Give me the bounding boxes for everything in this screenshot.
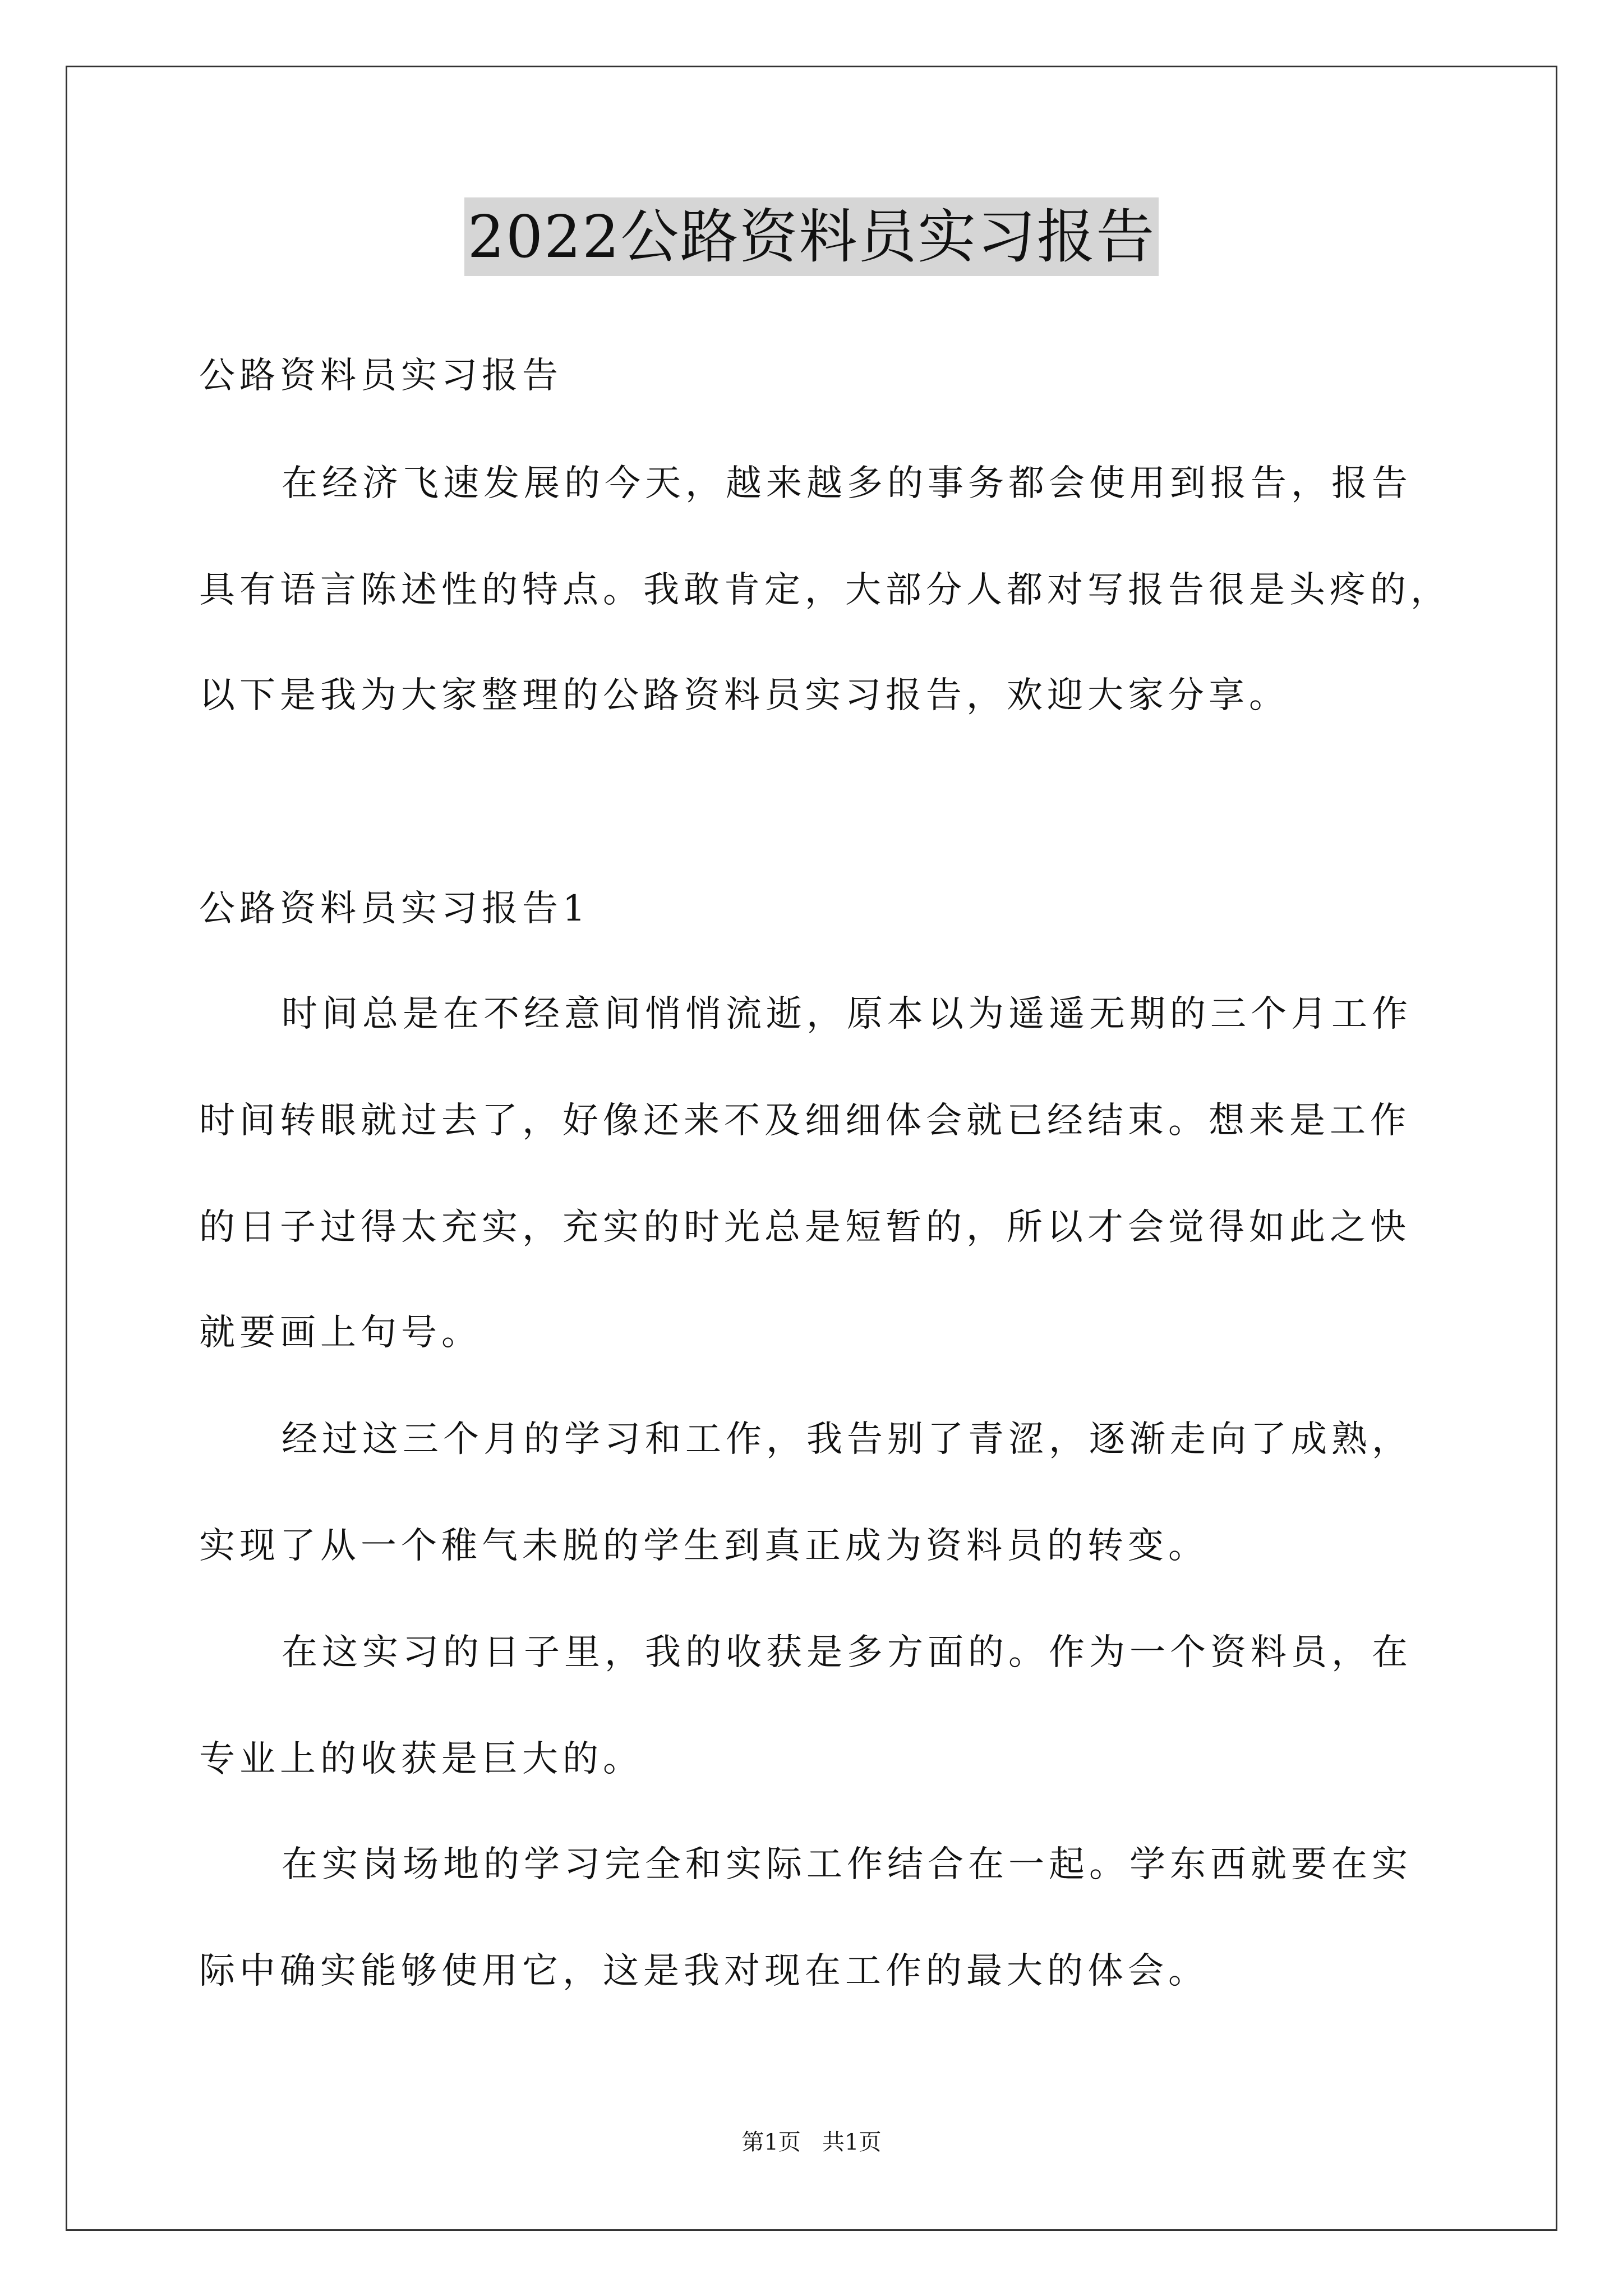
page-footer: 第1页 共1页	[741, 2129, 882, 2155]
paragraph-line: 时间总是在不经意间悄悄流逝，原本以为遥遥无期的三个月工作	[282, 993, 1412, 1035]
title-container	[0, 197, 1623, 276]
paragraph-line: 的日子过得太充实，充实的时光总是短暂的，所以才会觉得如此之快	[199, 1207, 1410, 1248]
paragraph-line: 在实岗场地的学习完全和实际工作结合在一起。学东西就要在实	[282, 1844, 1412, 1885]
paragraph-line: 就要画上句号。	[199, 1312, 482, 1354]
paragraph-line: 际中确实能够使用它，这是我对现在工作的最大的体会。	[199, 1950, 1209, 1992]
paragraph-line: 以下是我为大家整理的公路资料员实习报告，欢迎大家分享。	[199, 675, 1289, 716]
paragraph-line: 在这实习的日子里，我的收获是多方面的。作为一个资料员，在	[282, 1632, 1412, 1673]
paragraph-line: 时间转眼就过去了，好像还来不及细细体会就已经结束。想来是工作	[199, 1100, 1410, 1142]
paragraph-line: 在经济飞速发展的今天，越来越多的事务都会使用到报告，报告	[282, 463, 1412, 504]
paragraph-line: 实现了从一个稚气未脱的学生到真正成为资料员的转变。	[199, 1525, 1209, 1567]
paragraph-line: 具有语言陈述性的特点。我敢肯定，大部分人都对写报告很是头疼的，	[199, 569, 1451, 611]
paragraph-line: 专业上的收获是巨大的。	[199, 1738, 643, 1780]
section-heading: 公路资料员实习报告1	[199, 888, 590, 930]
document-title: 2022公路资料员实习报告	[464, 197, 1159, 276]
subtitle-line: 公路资料员实习报告	[199, 355, 562, 397]
paragraph-line: 经过这三个月的学习和工作，我告别了青涩，逐渐走向了成熟，	[282, 1419, 1412, 1460]
